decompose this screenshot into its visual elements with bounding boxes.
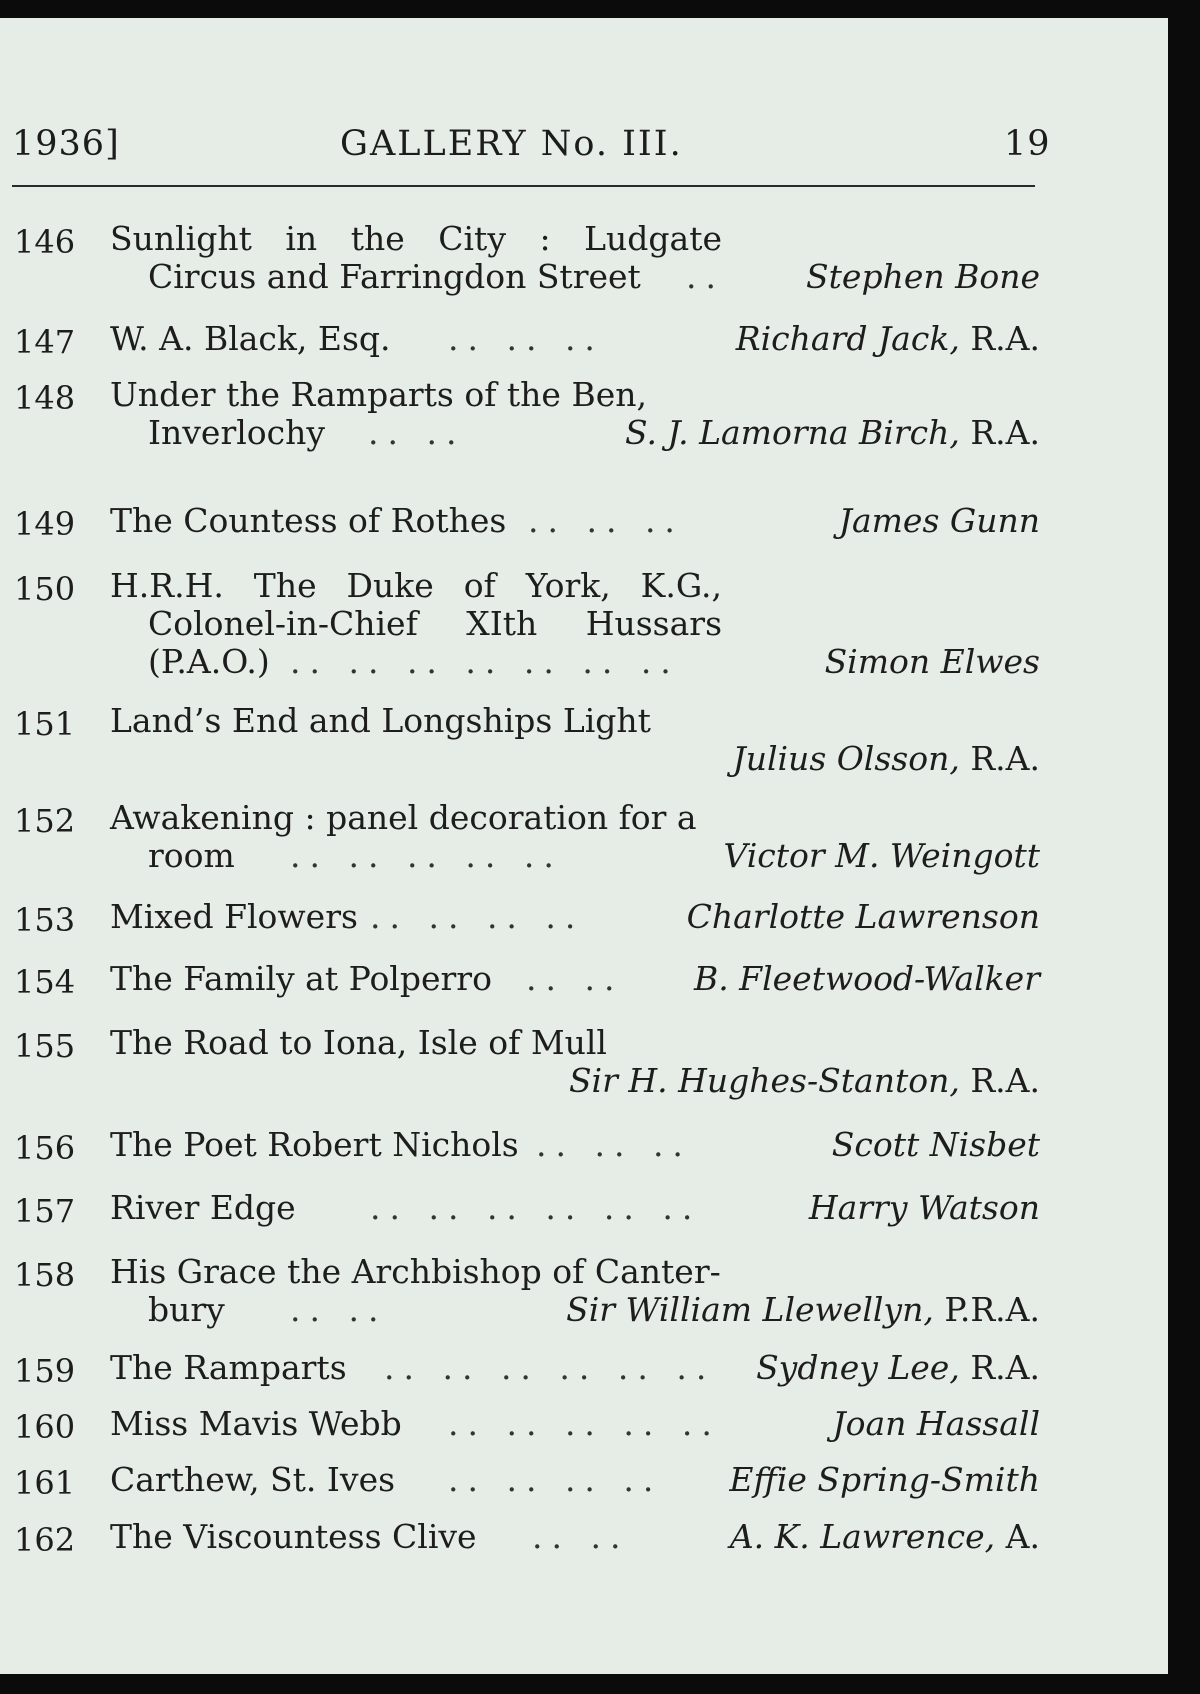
entry-artist: Sydney Lee, R.A. — [756, 1348, 1040, 1387]
catalogue-entry — [0, 1125, 1060, 1167]
entry-title-continued: (P.A.O.) — [148, 642, 270, 681]
entry-artist: Effie Spring-Smith — [729, 1460, 1040, 1499]
entry-title-continued: Colonel-in-Chief XIth Hussars — [148, 604, 722, 643]
entry-title: River Edge — [110, 1188, 296, 1227]
entry-title: Awakening : panel decoration for a — [110, 798, 697, 837]
entry-number: 146 — [14, 223, 76, 261]
entry-number: 154 — [14, 963, 76, 1001]
catalogue-entry — [0, 1404, 1060, 1446]
catalogue-entry — [0, 1348, 1060, 1390]
entry-artist: Joan Hassall — [832, 1404, 1040, 1443]
catalogue-entry — [0, 567, 1060, 681]
header-page-number: 19 — [1004, 124, 1051, 164]
catalogue-entry — [0, 959, 1060, 1001]
catalogue-entry — [0, 799, 1060, 875]
dot-leader: .. .. — [532, 1517, 630, 1556]
dot-leader: .. .. .. — [448, 319, 604, 358]
catalogue-entry — [0, 897, 1060, 939]
entry-title: The Family at Polperro — [110, 959, 492, 998]
catalogue-entry — [0, 702, 1060, 778]
entry-title: The Ramparts — [110, 1348, 347, 1387]
catalogue-page — [0, 18, 1168, 1674]
entry-title: H.R.H. The Duke of York, K.G., — [110, 566, 722, 605]
entry-number: 150 — [14, 570, 76, 608]
catalogue-entry — [0, 376, 1060, 452]
entry-title: Miss Mavis Webb — [110, 1404, 402, 1443]
dot-leader: .. .. — [526, 959, 624, 998]
entry-artist: Sir William Llewellyn, P.R.A. — [566, 1290, 1040, 1329]
catalogue-entry — [0, 319, 1060, 361]
entry-title-continued: room — [148, 836, 235, 875]
catalogue-entry — [0, 1188, 1060, 1230]
entry-artist: S. J. Lamorna Birch, R.A. — [625, 413, 1040, 452]
entry-title: His Grace the Archbishop of Canter- — [110, 1252, 721, 1291]
header-title: GALLERY No. III. — [340, 124, 683, 164]
dot-leader: .. .. .. — [528, 501, 684, 540]
entry-number: 161 — [14, 1464, 76, 1502]
dot-leader: .. .. — [368, 413, 466, 452]
entry-title: Land’s End and Longships Light — [110, 701, 651, 740]
entry-title-continued: Inverlochy — [148, 413, 326, 452]
dot-leader: .. .. .. .. .. — [290, 836, 563, 875]
dot-leader: .. .. .. .. .. .. — [384, 1348, 716, 1387]
catalogue-entry — [0, 501, 1060, 543]
dot-leader: .. .. .. .. .. .. .. — [290, 642, 680, 681]
entry-title: Mixed Flowers — [110, 897, 358, 936]
entry-artist: Charlotte Lawrenson — [686, 897, 1040, 936]
entry-artist: James Gunn — [838, 501, 1040, 540]
entry-number: 147 — [14, 323, 76, 361]
entry-number: 155 — [14, 1027, 76, 1065]
entry-title: The Countess of Rothes — [110, 501, 507, 540]
entry-artist: B. Fleetwood-Walker — [693, 959, 1040, 998]
entry-title: W. A. Black, Esq. — [110, 319, 391, 358]
entry-title: Sunlight in the City : Ludgate — [110, 219, 722, 258]
dot-leader: .. .. .. .. — [370, 897, 585, 936]
entry-artist: Julius Olsson, R.A. — [732, 739, 1040, 778]
entry-number: 148 — [14, 379, 76, 417]
entry-artist: Sir H. Hughes-Stanton, R.A. — [568, 1061, 1040, 1100]
catalogue-entry — [0, 1253, 1060, 1329]
entry-number: 157 — [14, 1192, 76, 1230]
entry-number: 160 — [14, 1408, 76, 1446]
entry-title-continued: Circus and Farringdon Street — [148, 257, 641, 296]
entry-number: 149 — [14, 505, 76, 543]
entry-title: The Road to Iona, Isle of Mull — [110, 1023, 607, 1062]
dot-leader: .. .. — [290, 1290, 388, 1329]
entry-artist: Simon Elwes — [824, 642, 1040, 681]
entry-artist: Stephen Bone — [806, 257, 1040, 296]
dot-leader: .. .. .. .. — [448, 1460, 663, 1499]
header-rule — [12, 185, 1035, 187]
catalogue-entry — [0, 1517, 1060, 1559]
catalogue-entry — [0, 220, 1060, 296]
entry-artist: Harry Watson — [808, 1188, 1040, 1227]
entry-title: The Poet Robert Nichols — [110, 1125, 519, 1164]
catalogue-entry — [0, 1460, 1060, 1502]
entry-title: The Viscountess Clive — [110, 1517, 477, 1556]
entry-title: Carthew, St. Ives — [110, 1460, 396, 1499]
header-year: 1936] — [12, 124, 120, 164]
entry-title: Under the Ramparts of the Ben, — [110, 375, 647, 414]
catalogue-entry — [0, 1024, 1060, 1100]
entry-artist: Scott Nisbet — [831, 1125, 1040, 1164]
entry-number: 159 — [14, 1352, 76, 1390]
entry-number: 151 — [14, 705, 76, 743]
entry-artist: Victor M. Weingott — [723, 836, 1040, 875]
entry-number: 153 — [14, 901, 76, 939]
entry-title-continued: bury — [148, 1290, 225, 1329]
entry-number: 158 — [14, 1256, 76, 1294]
dot-leader: .. .. .. .. .. — [448, 1404, 721, 1443]
dot-leader: .. .. .. — [536, 1125, 692, 1164]
entry-number: 156 — [14, 1129, 76, 1167]
entry-number: 152 — [14, 802, 76, 840]
entry-artist: Richard Jack, R.A. — [735, 319, 1040, 358]
dot-leader: .. .. .. .. .. .. — [370, 1188, 702, 1227]
entry-artist: A. K. Lawrence, A. — [729, 1517, 1040, 1556]
dot-leader: .. — [686, 257, 725, 296]
entry-number: 162 — [14, 1521, 76, 1559]
